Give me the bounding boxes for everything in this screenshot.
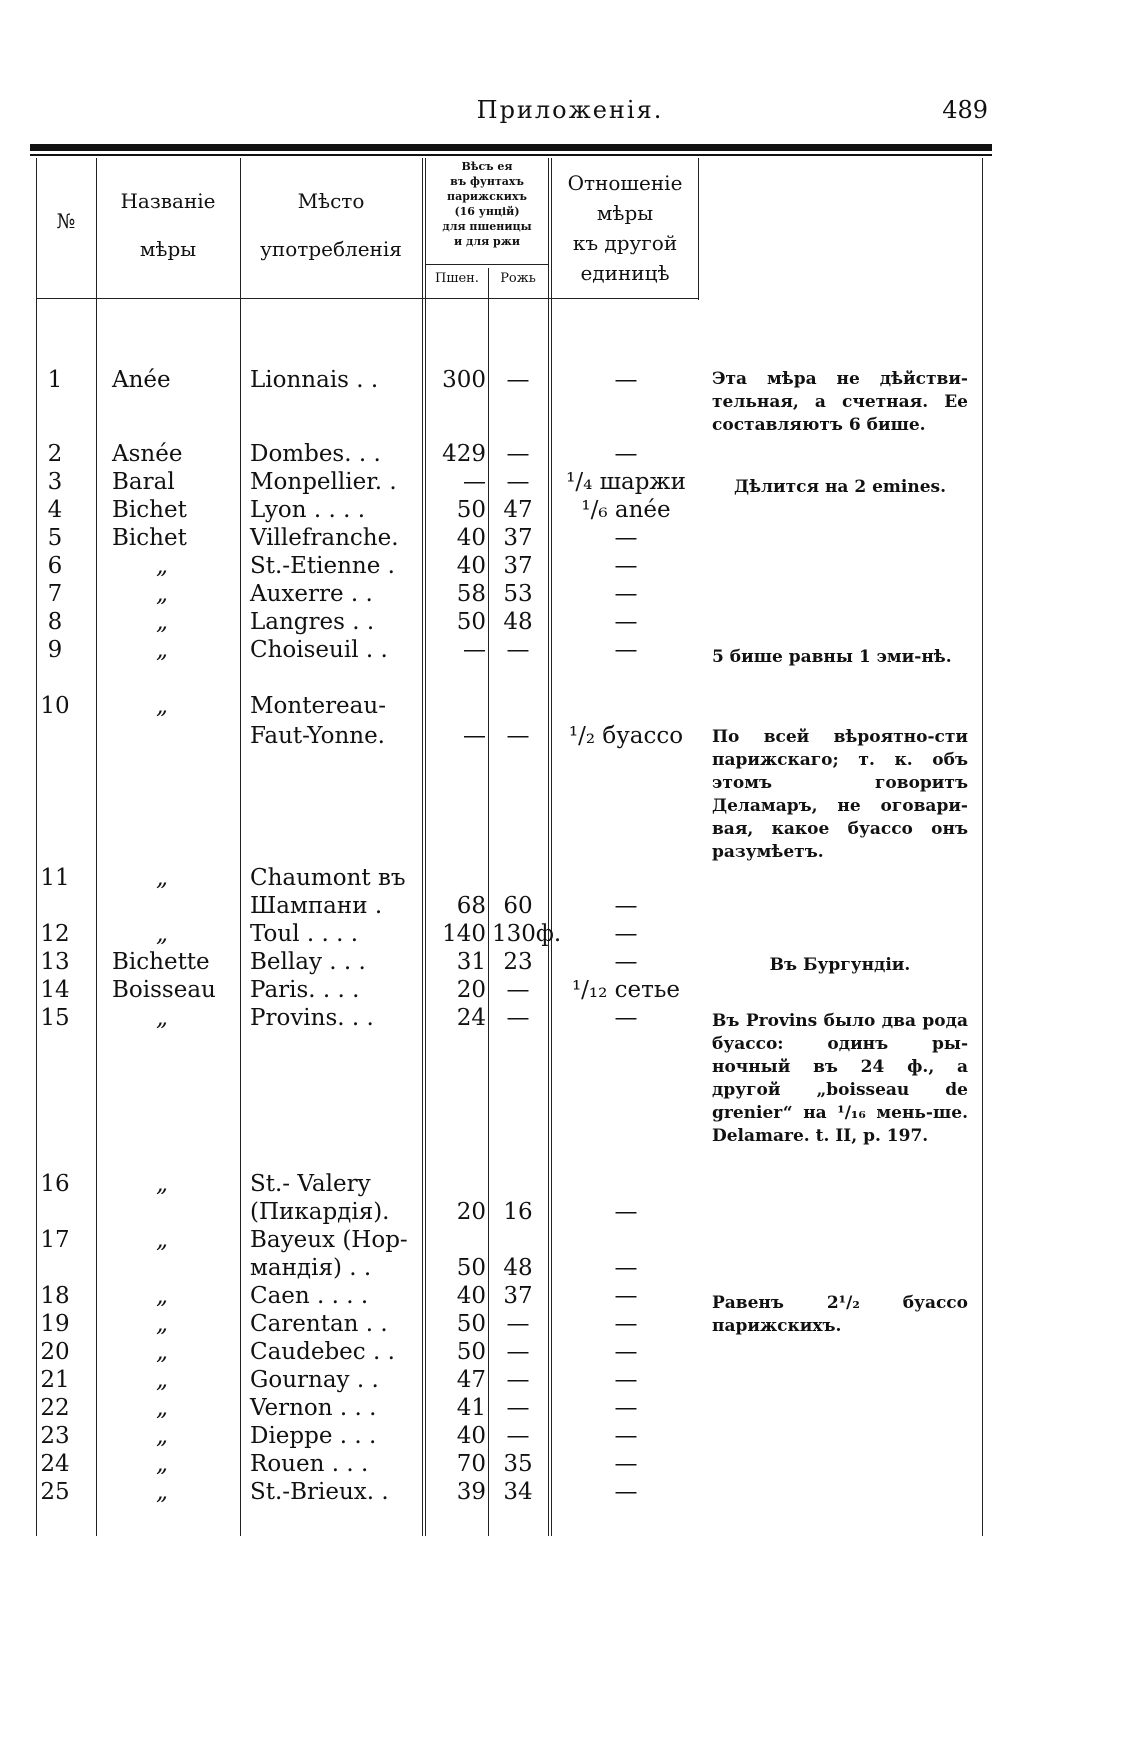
relation: — [614, 1283, 638, 1309]
ditto-mark: „ [156, 1339, 168, 1365]
ditto-mark: „ [156, 865, 168, 891]
page-number: 489 [942, 96, 988, 124]
weight-wheat: — [463, 469, 486, 495]
ditto-mark: „ [156, 553, 168, 579]
weight-rye: 53 [503, 581, 533, 607]
col-header-relation-4: единицѣ [580, 261, 670, 285]
weight-rye: 130ф. [492, 921, 562, 947]
ditto-mark: „ [156, 1005, 168, 1031]
weight-wheat: 70 [456, 1451, 486, 1477]
weight-wheat: 47 [456, 1367, 486, 1393]
measure-name: Bichet [112, 497, 187, 523]
table-row [0, 1310, 1140, 1338]
table-row [0, 552, 1140, 580]
weight-rye: — [506, 1423, 530, 1449]
place-of-use: Rouen . . . [250, 1451, 369, 1477]
relation: — [614, 637, 638, 663]
relation: — [614, 949, 638, 975]
weight-wheat: 50 [456, 1311, 486, 1337]
row-number: 6 [47, 553, 63, 579]
weight-rye: 37 [503, 525, 533, 551]
ditto-mark: „ [156, 1395, 168, 1421]
relation: ¹/₄ шаржи [566, 469, 686, 495]
row-number: 15 [40, 1005, 70, 1031]
header-rule-thin [30, 154, 992, 156]
place-of-use: St.-Etienne . [250, 553, 395, 579]
table-row [0, 1254, 1140, 1282]
relation: — [614, 1479, 638, 1505]
row-number: 4 [47, 497, 63, 523]
place-of-use: Caudebec . . [250, 1339, 395, 1365]
weight-wheat: 429 [442, 441, 486, 467]
weight-wheat: 50 [456, 1255, 486, 1281]
row-number: 24 [40, 1451, 70, 1477]
weight-wheat: 31 [456, 949, 486, 975]
measure-name: Baral [112, 469, 175, 495]
col-header-name-1: Названіе [120, 189, 216, 213]
place-of-use: Montereau- [250, 693, 386, 719]
place-of-use: Provins. . . [250, 1005, 374, 1031]
weight-wheat: 40 [456, 1423, 486, 1449]
place-of-use: Caen . . . . [250, 1283, 369, 1309]
weight-rye: — [506, 723, 530, 749]
table-row [0, 1366, 1140, 1394]
table-row [0, 1226, 1140, 1254]
note-bichette: Въ Бургундіи. [769, 955, 911, 975]
col-header-place-1: Мѣсто [297, 189, 365, 213]
row-number: 12 [40, 921, 70, 947]
note-montereau: По всей вѣроятно-сти парижскаго; т. к. объ этомъ говоритъ Деламаръ, не оговари-вая, какое буассо онъ разумѣетъ. [712, 727, 968, 862]
row-number: 1 [47, 367, 63, 393]
place-of-use: Auxerre . . [250, 581, 373, 607]
table-row [0, 722, 1140, 750]
row-number: 23 [40, 1423, 70, 1449]
col-header-wheat: Пшен. [435, 271, 479, 286]
row-number: 22 [40, 1395, 70, 1421]
col-header-relation-3: къ другой [572, 231, 678, 255]
weight-rye: — [506, 1395, 530, 1421]
row-number: 10 [40, 693, 70, 719]
row-number: 25 [40, 1479, 70, 1505]
place-of-use: Шампани . [250, 893, 383, 919]
col-header-weight-5: для пшеницы [442, 220, 532, 233]
table-row [0, 892, 1140, 920]
table-row [0, 580, 1140, 608]
note-provins: Въ Provins было два рода буассо: одинъ ры-ночный въ 24 ф., а другой „boisseau de grenier“ на ¹/₁₆ мень-ше. Delamare. t. II, p. 197. [712, 1011, 968, 1146]
weight-wheat: — [463, 723, 486, 749]
weight-rye: — [506, 1005, 530, 1031]
table-row [0, 864, 1140, 892]
row-number: 21 [40, 1367, 70, 1393]
weight-rye: — [506, 1367, 530, 1393]
table-row [0, 1478, 1140, 1506]
relation: ¹/₆ anée [581, 497, 671, 523]
row-number: 5 [47, 525, 63, 551]
weight-rye: — [506, 441, 530, 467]
table-row [0, 1450, 1140, 1478]
weight-wheat: 40 [456, 553, 486, 579]
col-header-weight-2: въ фунтахъ [450, 175, 524, 188]
weight-rye: 37 [503, 553, 533, 579]
weight-rye: 48 [503, 1255, 533, 1281]
place-of-use: Bayeux (Hор- [250, 1227, 408, 1253]
table-row [0, 920, 1140, 948]
place-of-use: Chaumont въ [250, 865, 406, 891]
table-row [0, 1394, 1140, 1422]
note-caen: Равенъ 2¹/₂ буассо парижскихъ. [712, 1293, 968, 1336]
table-row [0, 524, 1140, 552]
weight-wheat: 20 [456, 977, 486, 1003]
row-number: 18 [40, 1283, 70, 1309]
place-of-use: Faut-Yonne. [250, 723, 385, 749]
weight-wheat: 300 [442, 367, 486, 393]
weight-rye: 23 [503, 949, 533, 975]
table-row [0, 692, 1140, 720]
col-header-weight-4: (16 унцій) [454, 205, 520, 218]
relation: ¹/₁₂ сетье [571, 977, 681, 1003]
relation: — [614, 1199, 638, 1225]
note-baral: Дѣлится на 2 emines. [733, 477, 947, 497]
place-of-use: Langres . . [250, 609, 375, 635]
measure-name: Anée [112, 367, 171, 393]
place-of-use: Bellay . . . [250, 949, 366, 975]
relation: — [614, 893, 638, 919]
relation: — [614, 1255, 638, 1281]
weight-rye: 60 [503, 893, 533, 919]
weight-rye: — [506, 1311, 530, 1337]
place-of-use: Dieppe . . . [250, 1423, 377, 1449]
weight-wheat: 50 [456, 609, 486, 635]
place-of-use: Villefranche. [250, 525, 399, 551]
relation: — [614, 1451, 638, 1477]
table-row [0, 440, 1140, 468]
weight-rye: 37 [503, 1283, 533, 1309]
weight-rye: — [506, 367, 530, 393]
weight-rye: 34 [503, 1479, 533, 1505]
col-header-weight-1: Вѣсъ ея [461, 160, 513, 173]
table-row [0, 1004, 1140, 1032]
place-of-use: St.- Valery [250, 1171, 371, 1197]
weight-wheat: 68 [456, 893, 486, 919]
ditto-mark: „ [156, 609, 168, 635]
weight-wheat: 20 [456, 1199, 486, 1225]
relation: — [614, 1367, 638, 1393]
row-number: 7 [47, 581, 63, 607]
place-of-use: Dombes. . . [250, 441, 381, 467]
row-number: 14 [40, 977, 70, 1003]
ditto-mark: „ [156, 1367, 168, 1393]
row-number: 19 [40, 1311, 70, 1337]
measure-name: Bichette [112, 949, 210, 975]
place-of-use: Vernon . . . [250, 1395, 377, 1421]
place-of-use: Choiseuil . . [250, 637, 388, 663]
table-row [0, 1422, 1140, 1450]
relation: — [614, 609, 638, 635]
note-choiseuil: 5 бише равны 1 эми-нѣ. [712, 647, 952, 667]
weight-wheat: — [463, 637, 486, 663]
weight-rye: 47 [503, 497, 533, 523]
col-header-weight-6: и для ржи [454, 235, 520, 248]
ditto-mark: „ [156, 1283, 168, 1309]
weight-wheat: 24 [456, 1005, 486, 1031]
weight-wheat: 50 [456, 497, 486, 523]
ditto-mark: „ [156, 1171, 168, 1197]
ditto-mark: „ [156, 581, 168, 607]
measure-name: Boisseau [112, 977, 216, 1003]
row-number: 8 [47, 609, 63, 635]
table-row [0, 366, 1140, 394]
place-of-use: Toul . . . . [250, 921, 359, 947]
col-header-rye: Рожь [500, 271, 536, 286]
ditto-mark: „ [156, 1451, 168, 1477]
row-number: 20 [40, 1339, 70, 1365]
relation: — [614, 1339, 638, 1365]
table-row [0, 636, 1140, 664]
relation: — [614, 921, 638, 947]
row-number: 16 [40, 1171, 70, 1197]
place-of-use: St.-Brieux. . [250, 1479, 389, 1505]
ditto-mark: „ [156, 1423, 168, 1449]
place-of-use: мандія) . . [250, 1255, 372, 1281]
weight-subheader-rule [426, 264, 548, 265]
place-of-use: Monpellier. . [250, 469, 397, 495]
running-head [0, 96, 1140, 136]
weight-rye: — [506, 977, 530, 1003]
table-row [0, 608, 1140, 636]
col-header-relation-2: мѣры [596, 201, 654, 225]
place-of-use: Paris. . . . [250, 977, 360, 1003]
col-header-num: № [56, 209, 76, 233]
row-number: 13 [40, 949, 70, 975]
weight-wheat: 41 [456, 1395, 486, 1421]
table-row [0, 976, 1140, 1004]
relation: — [614, 1311, 638, 1337]
ditto-mark: „ [156, 693, 168, 719]
row-number: 17 [40, 1227, 70, 1253]
weight-wheat: 58 [456, 581, 486, 607]
col-header-place-2: употребленія [260, 237, 402, 261]
ditto-mark: „ [156, 921, 168, 947]
table-row [0, 1198, 1140, 1226]
weight-wheat: 39 [456, 1479, 486, 1505]
col-header-weight-3: парижскихъ [447, 190, 527, 203]
ditto-mark: „ [156, 1227, 168, 1253]
weight-rye: 16 [503, 1199, 533, 1225]
relation: — [614, 1395, 638, 1421]
header-rule-thick [30, 144, 992, 151]
relation: — [614, 525, 638, 551]
place-of-use: Lyon . . . . [250, 497, 366, 523]
col-header-relation-1: Отношеніе [567, 171, 683, 195]
ditto-mark: „ [156, 1311, 168, 1337]
weight-rye: — [506, 1339, 530, 1365]
table-row [0, 1338, 1140, 1366]
weight-rye: — [506, 637, 530, 663]
measure-name: Bichet [112, 525, 187, 551]
weight-wheat: 140 [442, 921, 486, 947]
relation: — [614, 441, 638, 467]
table-row [0, 468, 1140, 496]
page-title: Приложенія. [476, 96, 664, 124]
weight-rye: — [506, 469, 530, 495]
weight-wheat: 40 [456, 525, 486, 551]
ditto-mark: „ [156, 1479, 168, 1505]
weight-rye: 35 [503, 1451, 533, 1477]
relation: — [614, 1423, 638, 1449]
weight-rye: 48 [503, 609, 533, 635]
place-of-use: Gournay . . [250, 1367, 379, 1393]
relation: — [614, 553, 638, 579]
relation: ¹/₂ буассо [568, 723, 684, 749]
row-number: 9 [47, 637, 63, 663]
table-row [0, 1282, 1140, 1310]
row-number: 3 [47, 469, 63, 495]
table-row [0, 1170, 1140, 1198]
relation: — [614, 581, 638, 607]
row-number: 2 [47, 441, 63, 467]
place-of-use: Carentan . . [250, 1311, 388, 1337]
table-row [0, 496, 1140, 524]
measure-name: Asnée [112, 441, 183, 467]
weight-wheat: 50 [456, 1339, 486, 1365]
table-row [0, 948, 1140, 976]
place-of-use: Lionnais . . [250, 367, 379, 393]
column-rule-relation [698, 158, 699, 300]
relation: — [614, 367, 638, 393]
header-bottom-rule [36, 298, 698, 299]
place-of-use: (Пикардія). [250, 1199, 390, 1225]
row-number: 11 [40, 865, 70, 891]
note-anee: Эта мѣра не дѣйстви-тельная, а счетная. Ее составляютъ 6 бише. [712, 369, 968, 435]
col-header-name-2: мѣры [139, 237, 197, 261]
ditto-mark: „ [156, 637, 168, 663]
weight-wheat: 40 [456, 1283, 486, 1309]
relation: — [614, 1005, 638, 1031]
